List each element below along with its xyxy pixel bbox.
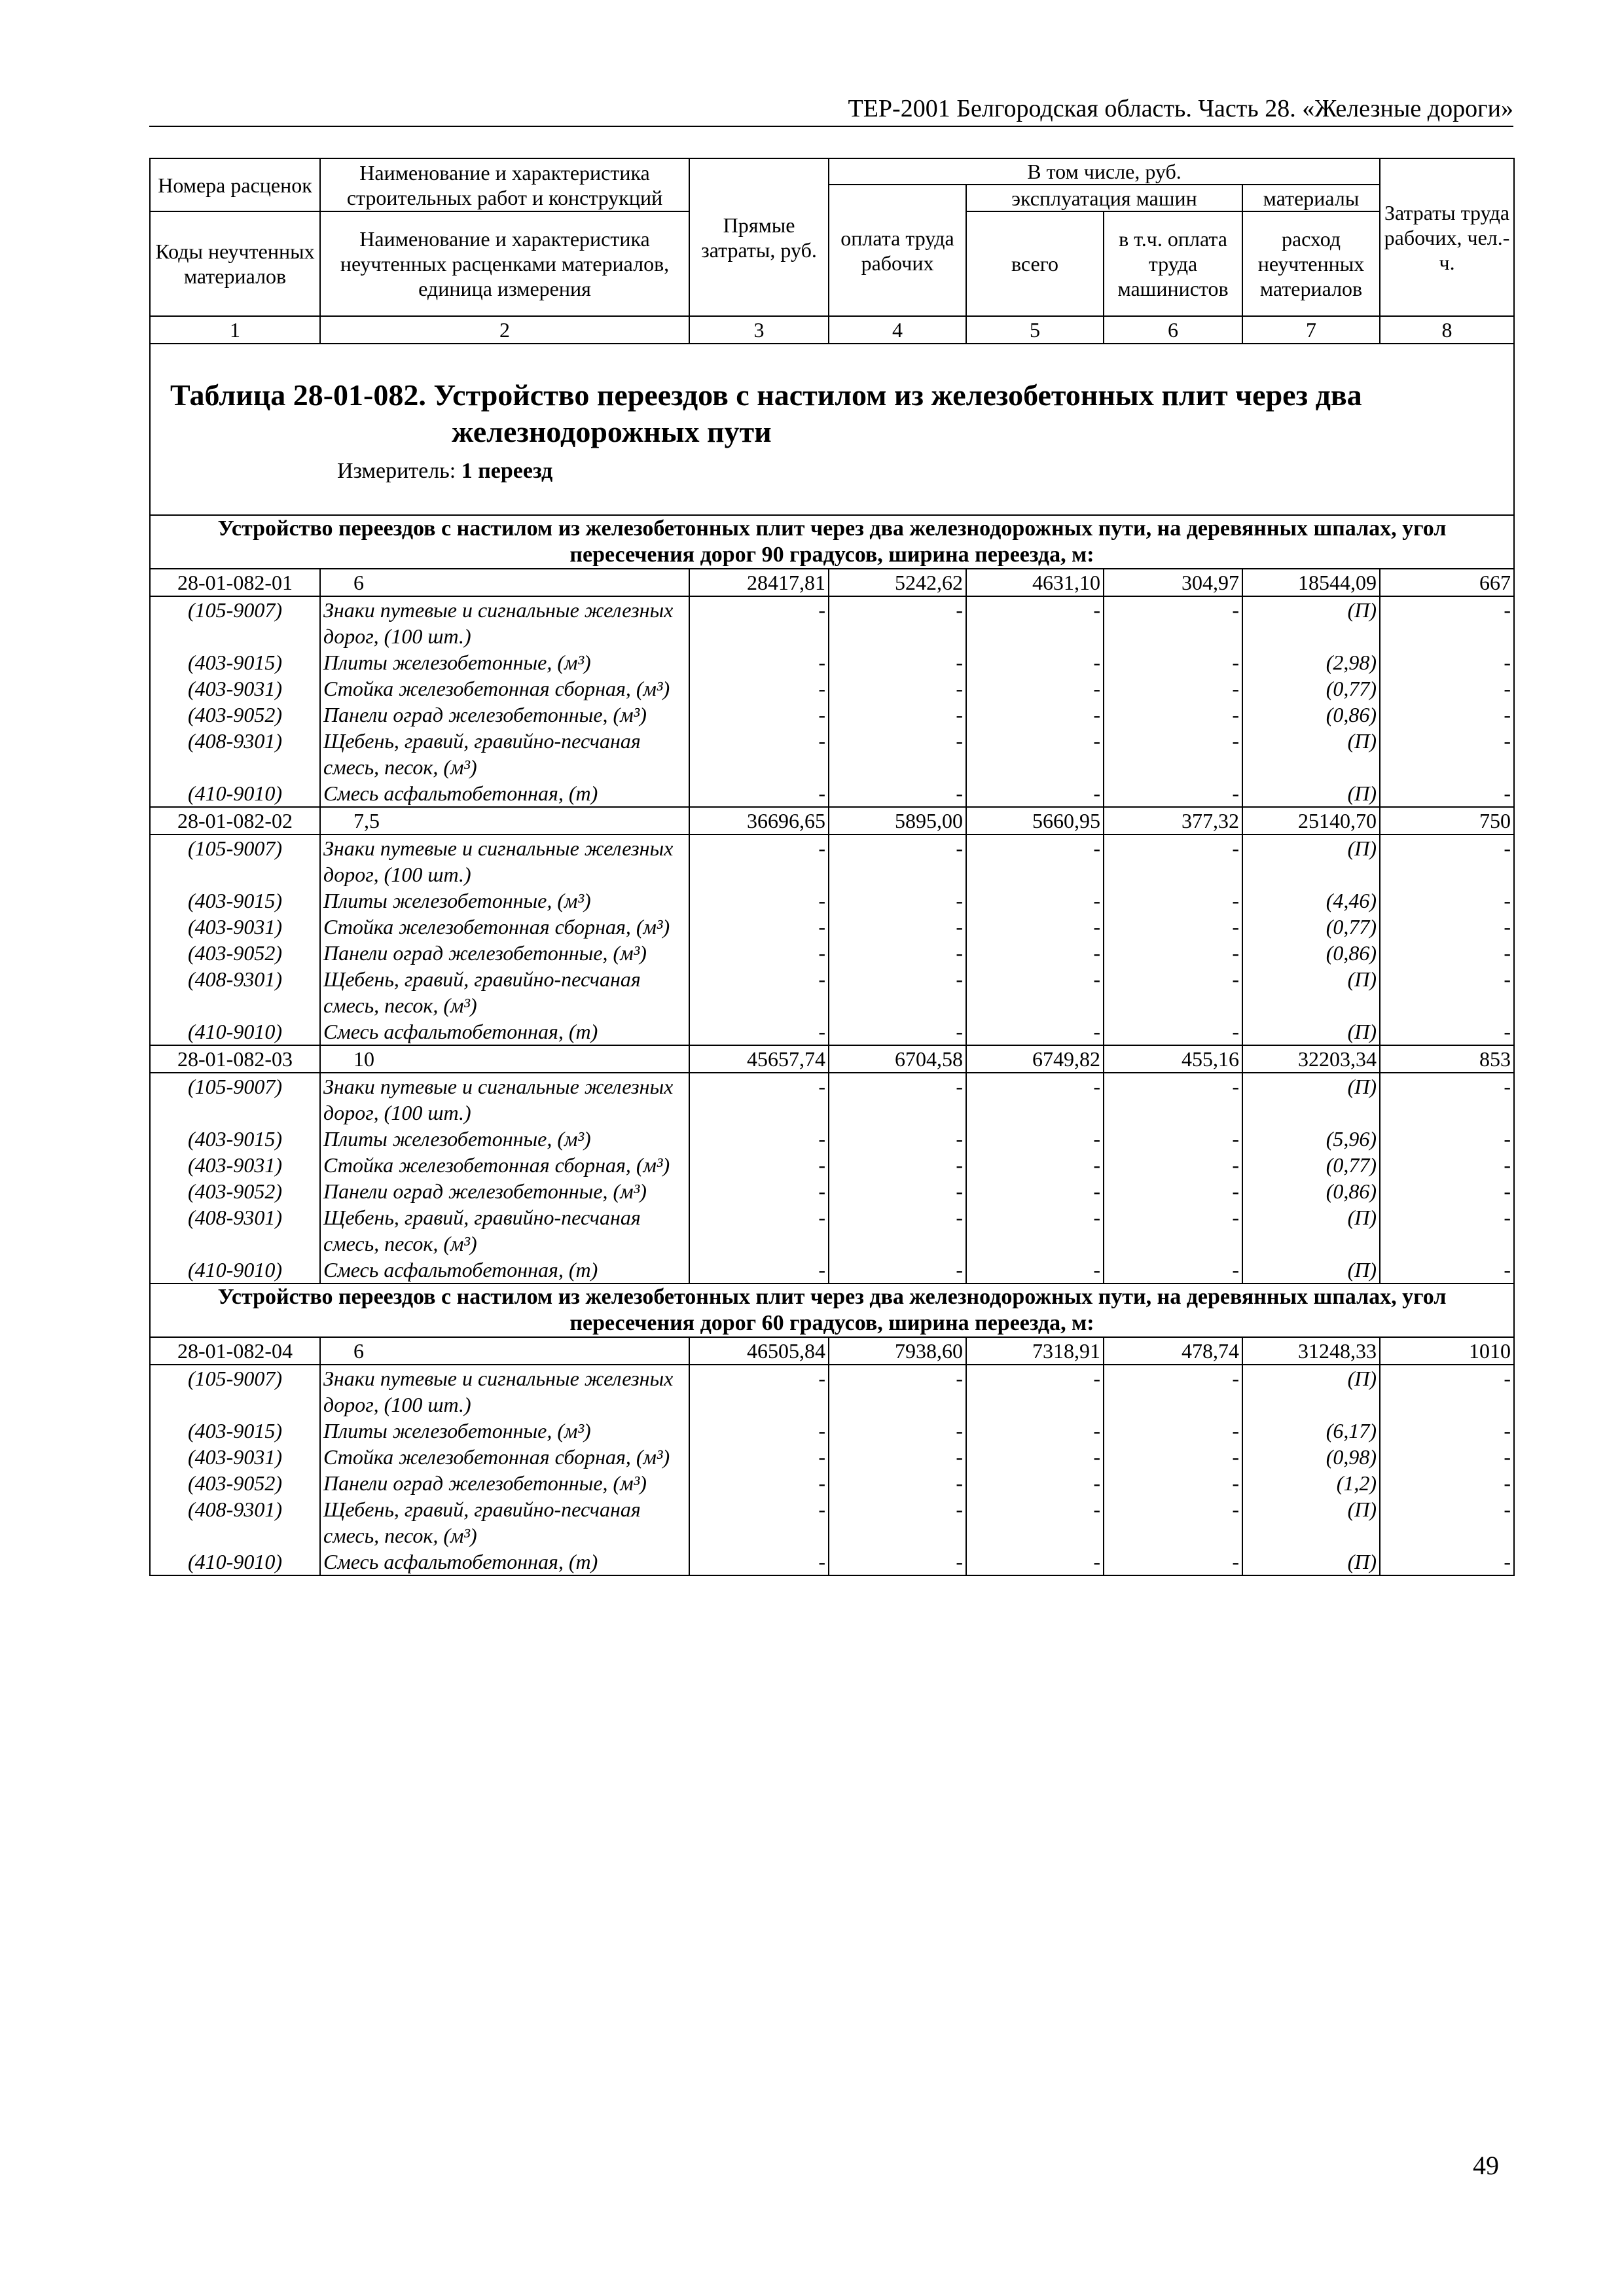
material-value: (П) bbox=[1242, 1496, 1380, 1549]
table-title: Таблица 28-01-082. Устройство переездов с настилом из железобетонных плит через два железнодорожных пути bbox=[170, 378, 1362, 448]
page-number: 49 bbox=[1473, 2151, 1499, 2180]
material-value: - bbox=[966, 675, 1104, 702]
material-code: (105-9007) bbox=[150, 596, 320, 649]
material-name: Стойка железобетонная сборная, (м³) bbox=[320, 675, 689, 702]
column-numbers-row bbox=[150, 316, 1514, 344]
material-value: - bbox=[829, 914, 966, 940]
material-value: - bbox=[966, 940, 1104, 966]
material-row bbox=[150, 1470, 1514, 1496]
col-material-consumption: расход неучтенных материалов bbox=[1242, 211, 1380, 316]
rate-value-hours: 853 bbox=[1380, 1045, 1514, 1073]
material-name: Стойка железобетонная сборная, (м³) bbox=[320, 1152, 689, 1178]
material-code: (403-9031) bbox=[150, 1152, 320, 1178]
col-num: 6 bbox=[1104, 316, 1242, 344]
material-value: - bbox=[689, 888, 829, 914]
material-value: - bbox=[829, 1204, 966, 1257]
material-value: - bbox=[829, 834, 966, 888]
col-num: 2 bbox=[320, 316, 689, 344]
material-value: - bbox=[1104, 1496, 1242, 1549]
material-name: Знаки путевые и сигнальные железных дорог, (100 шт.) bbox=[320, 1073, 689, 1126]
col-num: 1 bbox=[150, 316, 320, 344]
col-num: 8 bbox=[1380, 316, 1514, 344]
material-name: Смесь асфальтобетонная, (т) bbox=[320, 1257, 689, 1283]
rate-name: 10 bbox=[320, 1045, 689, 1073]
material-value: - bbox=[829, 1178, 966, 1204]
material-value: - bbox=[829, 780, 966, 807]
material-value: (П) bbox=[1242, 780, 1380, 807]
material-value: (П) bbox=[1242, 1257, 1380, 1283]
rate-value-hours: 1010 bbox=[1380, 1337, 1514, 1365]
material-value: - bbox=[689, 702, 829, 728]
material-value: - bbox=[966, 596, 1104, 649]
material-value: (0,77) bbox=[1242, 1152, 1380, 1178]
material-row bbox=[150, 728, 1514, 780]
material-value: - bbox=[1104, 1152, 1242, 1178]
material-code: (408-9301) bbox=[150, 1496, 320, 1549]
material-name: Плиты железобетонные, (м³) bbox=[320, 1418, 689, 1444]
material-row bbox=[150, 834, 1514, 888]
material-value: (4,46) bbox=[1242, 888, 1380, 914]
material-code: (408-9301) bbox=[150, 966, 320, 1018]
col-machines: эксплуатация машин bbox=[966, 185, 1242, 211]
col-num: 5 bbox=[966, 316, 1104, 344]
rate-value-mach-labor: 377,32 bbox=[1104, 807, 1242, 834]
material-code: (403-9052) bbox=[150, 1470, 320, 1496]
material-value: - bbox=[1380, 596, 1514, 649]
material-name: Щебень, гравий, гравийно-песчаная смесь, песок, (м³) bbox=[320, 1204, 689, 1257]
col-unaccounted-codes: Коды неучтенных материалов bbox=[150, 211, 320, 316]
material-value: - bbox=[829, 1418, 966, 1444]
material-name: Плиты железобетонные, (м³) bbox=[320, 1126, 689, 1152]
material-row bbox=[150, 1178, 1514, 1204]
rate-row bbox=[150, 1045, 1514, 1073]
material-row bbox=[150, 966, 1514, 1018]
material-code: (403-9031) bbox=[150, 675, 320, 702]
material-value: - bbox=[1104, 1365, 1242, 1418]
rate-row bbox=[150, 807, 1514, 834]
material-value: - bbox=[1380, 1073, 1514, 1126]
material-name: Знаки путевые и сигнальные железных дорог, (100 шт.) bbox=[320, 834, 689, 888]
material-code: (403-9015) bbox=[150, 888, 320, 914]
material-value: - bbox=[966, 728, 1104, 780]
material-value: - bbox=[689, 1496, 829, 1549]
material-value: - bbox=[1380, 1152, 1514, 1178]
rate-value-labor: 6704,58 bbox=[829, 1045, 966, 1073]
col-worker-pay: оплата труда рабочих bbox=[829, 185, 966, 316]
material-row bbox=[150, 1018, 1514, 1045]
material-value: - bbox=[689, 1418, 829, 1444]
material-value: - bbox=[966, 1204, 1104, 1257]
material-value: - bbox=[1380, 780, 1514, 807]
material-value: - bbox=[689, 1365, 829, 1418]
material-value: - bbox=[966, 914, 1104, 940]
material-row bbox=[150, 888, 1514, 914]
rate-value-materials: 25140,70 bbox=[1242, 807, 1380, 834]
rate-value-mach-labor: 478,74 bbox=[1104, 1337, 1242, 1365]
rate-value-mach: 4631,10 bbox=[966, 569, 1104, 596]
material-value: (0,77) bbox=[1242, 914, 1380, 940]
col-rate-numbers: Номера расценок bbox=[150, 158, 320, 211]
material-value: (П) bbox=[1242, 728, 1380, 780]
material-name: Плиты железобетонные, (м³) bbox=[320, 888, 689, 914]
material-value: - bbox=[966, 1496, 1104, 1549]
rate-code: 28-01-082-03 bbox=[150, 1045, 320, 1073]
material-value: (6,17) bbox=[1242, 1418, 1380, 1444]
material-value: - bbox=[829, 1126, 966, 1152]
col-num: 3 bbox=[689, 316, 829, 344]
material-value: - bbox=[829, 1257, 966, 1283]
material-row bbox=[150, 1365, 1514, 1418]
material-value: (П) bbox=[1242, 966, 1380, 1018]
material-value: - bbox=[1104, 914, 1242, 940]
material-code: (408-9301) bbox=[150, 1204, 320, 1257]
material-value: - bbox=[1380, 966, 1514, 1018]
material-value: - bbox=[1380, 1126, 1514, 1152]
material-name: Панели оград железобетонные, (м³) bbox=[320, 940, 689, 966]
rate-name: 6 bbox=[320, 1337, 689, 1365]
material-value: - bbox=[1104, 1073, 1242, 1126]
material-value: - bbox=[966, 1126, 1104, 1152]
material-value: - bbox=[829, 966, 966, 1018]
material-row bbox=[150, 780, 1514, 807]
rate-value-mach-labor: 304,97 bbox=[1104, 569, 1242, 596]
material-value: - bbox=[966, 1152, 1104, 1178]
rate-row bbox=[150, 569, 1514, 596]
material-value: - bbox=[689, 966, 829, 1018]
material-code: (403-9052) bbox=[150, 702, 320, 728]
material-value: - bbox=[966, 1418, 1104, 1444]
material-row bbox=[150, 649, 1514, 675]
rate-value-direct: 46505,84 bbox=[689, 1337, 829, 1365]
material-code: (410-9010) bbox=[150, 1549, 320, 1575]
material-code: (403-9015) bbox=[150, 1418, 320, 1444]
col-num: 4 bbox=[829, 316, 966, 344]
material-value: - bbox=[966, 702, 1104, 728]
material-row bbox=[150, 1418, 1514, 1444]
rate-code: 28-01-082-04 bbox=[150, 1337, 320, 1365]
material-value: (1,2) bbox=[1242, 1470, 1380, 1496]
material-name: Знаки путевые и сигнальные железных дорог, (100 шт.) bbox=[320, 1365, 689, 1418]
material-value: - bbox=[966, 1073, 1104, 1126]
material-value: - bbox=[689, 596, 829, 649]
material-value: (П) bbox=[1242, 1018, 1380, 1045]
material-value: - bbox=[1380, 1444, 1514, 1470]
material-value: (П) bbox=[1242, 1549, 1380, 1575]
material-value: (П) bbox=[1242, 834, 1380, 888]
material-row bbox=[150, 1073, 1514, 1126]
material-value: - bbox=[966, 834, 1104, 888]
material-value: - bbox=[1104, 1018, 1242, 1045]
material-value: - bbox=[689, 1178, 829, 1204]
material-value: - bbox=[1104, 1204, 1242, 1257]
material-value: - bbox=[1380, 888, 1514, 914]
material-value: - bbox=[1380, 1470, 1514, 1496]
rate-value-labor: 5895,00 bbox=[829, 807, 966, 834]
material-value: - bbox=[689, 1444, 829, 1470]
material-name: Стойка железобетонная сборная, (м³) bbox=[320, 914, 689, 940]
col-unaccounted-names: Наименование и характеристика неучтенных расценками материалов, единица измерения bbox=[320, 211, 689, 316]
material-name: Смесь асфальтобетонная, (т) bbox=[320, 1549, 689, 1575]
material-value: - bbox=[1380, 914, 1514, 940]
col-machinist-pay: в т.ч. оплата труда машинистов bbox=[1104, 211, 1242, 316]
material-value: - bbox=[1104, 940, 1242, 966]
material-value: - bbox=[1380, 1204, 1514, 1257]
table-title-row bbox=[150, 344, 1514, 515]
rates-table bbox=[149, 158, 1515, 1576]
material-value: - bbox=[689, 1018, 829, 1045]
material-value: - bbox=[689, 1257, 829, 1283]
material-value: - bbox=[1380, 1257, 1514, 1283]
material-value: - bbox=[1104, 596, 1242, 649]
rate-value-labor: 5242,62 bbox=[829, 569, 966, 596]
rate-value-mach-labor: 455,16 bbox=[1104, 1045, 1242, 1073]
section-heading: Устройство переездов с настилом из железобетонных плит через два железнодорожных пути, на деревянных шпалах, угол пересечения дорог 90 градусов, ширина переезда, м: bbox=[150, 515, 1514, 569]
material-value: - bbox=[1104, 1418, 1242, 1444]
rate-code: 28-01-082-01 bbox=[150, 569, 320, 596]
rate-value-hours: 667 bbox=[1380, 569, 1514, 596]
section-heading-row bbox=[150, 1283, 1514, 1337]
material-value: - bbox=[829, 1152, 966, 1178]
material-name: Знаки путевые и сигнальные железных дорог, (100 шт.) bbox=[320, 596, 689, 649]
material-value: (П) bbox=[1242, 1365, 1380, 1418]
rate-value-materials: 32203,34 bbox=[1242, 1045, 1380, 1073]
rate-value-materials: 31248,33 bbox=[1242, 1337, 1380, 1365]
material-code: (403-9031) bbox=[150, 1444, 320, 1470]
material-value: - bbox=[966, 1470, 1104, 1496]
material-value: - bbox=[966, 649, 1104, 675]
material-name: Плиты железобетонные, (м³) bbox=[320, 649, 689, 675]
rate-value-labor: 7938,60 bbox=[829, 1337, 966, 1365]
material-value: - bbox=[1104, 728, 1242, 780]
material-value: - bbox=[966, 966, 1104, 1018]
material-value: - bbox=[1380, 728, 1514, 780]
rate-value-direct: 36696,65 bbox=[689, 807, 829, 834]
material-value: - bbox=[689, 649, 829, 675]
material-value: - bbox=[1104, 702, 1242, 728]
material-code: (403-9015) bbox=[150, 649, 320, 675]
material-value: (П) bbox=[1242, 1073, 1380, 1126]
rate-value-materials: 18544,09 bbox=[1242, 569, 1380, 596]
rate-value-direct: 45657,74 bbox=[689, 1045, 829, 1073]
material-value: - bbox=[966, 888, 1104, 914]
material-value: - bbox=[689, 780, 829, 807]
material-code: (403-9052) bbox=[150, 940, 320, 966]
material-value: - bbox=[829, 1365, 966, 1418]
material-value: - bbox=[1104, 1178, 1242, 1204]
material-value: - bbox=[1104, 1549, 1242, 1575]
col-work-name: Наименование и характеристика строительных работ и конструкций bbox=[320, 158, 689, 211]
material-value: - bbox=[1104, 1257, 1242, 1283]
material-value: - bbox=[966, 1018, 1104, 1045]
material-value: - bbox=[1380, 1365, 1514, 1418]
material-value: - bbox=[829, 1018, 966, 1045]
material-value: (0,77) bbox=[1242, 675, 1380, 702]
material-row bbox=[150, 1126, 1514, 1152]
material-value: (П) bbox=[1242, 596, 1380, 649]
material-row bbox=[150, 1444, 1514, 1470]
material-code: (410-9010) bbox=[150, 1257, 320, 1283]
material-value: - bbox=[1380, 675, 1514, 702]
material-value: - bbox=[1104, 780, 1242, 807]
material-row bbox=[150, 940, 1514, 966]
material-value: (2,98) bbox=[1242, 649, 1380, 675]
material-row bbox=[150, 675, 1514, 702]
material-code: (403-9052) bbox=[150, 1178, 320, 1204]
material-value: - bbox=[689, 1470, 829, 1496]
material-name: Панели оград железобетонные, (м³) bbox=[320, 1470, 689, 1496]
material-name: Щебень, гравий, гравийно-песчаная смесь, песок, (м³) bbox=[320, 728, 689, 780]
col-materials: материалы bbox=[1242, 185, 1380, 211]
table-head bbox=[150, 158, 1514, 344]
material-row bbox=[150, 1496, 1514, 1549]
col-num: 7 bbox=[1242, 316, 1380, 344]
rate-name: 7,5 bbox=[320, 807, 689, 834]
material-value: - bbox=[1104, 1126, 1242, 1152]
material-value: - bbox=[689, 940, 829, 966]
material-value: - bbox=[966, 1444, 1104, 1470]
material-value: - bbox=[829, 1444, 966, 1470]
material-value: - bbox=[1104, 649, 1242, 675]
material-value: - bbox=[829, 702, 966, 728]
material-value: - bbox=[829, 888, 966, 914]
material-value: - bbox=[689, 1549, 829, 1575]
material-value: - bbox=[689, 1204, 829, 1257]
material-value: (0,86) bbox=[1242, 702, 1380, 728]
material-name: Смесь асфальтобетонная, (т) bbox=[320, 1018, 689, 1045]
material-value: - bbox=[1104, 834, 1242, 888]
material-value: - bbox=[1104, 675, 1242, 702]
material-value: - bbox=[1380, 1418, 1514, 1444]
rate-name: 6 bbox=[320, 569, 689, 596]
material-value: - bbox=[829, 675, 966, 702]
material-code: (403-9031) bbox=[150, 914, 320, 940]
material-value: - bbox=[1380, 834, 1514, 888]
rate-value-mach: 5660,95 bbox=[966, 807, 1104, 834]
material-name: Стойка железобетонная сборная, (м³) bbox=[320, 1444, 689, 1470]
material-code: (408-9301) bbox=[150, 728, 320, 780]
material-value: - bbox=[689, 1073, 829, 1126]
material-value: - bbox=[689, 675, 829, 702]
material-value: (П) bbox=[1242, 1204, 1380, 1257]
material-value: - bbox=[966, 1365, 1104, 1418]
material-row bbox=[150, 1549, 1514, 1575]
material-row bbox=[150, 1152, 1514, 1178]
material-value: - bbox=[689, 834, 829, 888]
material-row bbox=[150, 596, 1514, 649]
material-row bbox=[150, 1204, 1514, 1257]
material-value: (0,86) bbox=[1242, 940, 1380, 966]
material-value: - bbox=[829, 1470, 966, 1496]
material-name: Щебень, гравий, гравийно-песчаная смесь, песок, (м³) bbox=[320, 966, 689, 1018]
measure-unit: Измеритель: 1 переезд bbox=[337, 459, 553, 483]
material-value: - bbox=[689, 914, 829, 940]
col-labor-hours: Затраты труда рабочих, чел.-ч. bbox=[1380, 158, 1514, 316]
material-value: - bbox=[1104, 1444, 1242, 1470]
material-value: - bbox=[1380, 940, 1514, 966]
material-value: - bbox=[1104, 1470, 1242, 1496]
material-code: (410-9010) bbox=[150, 1018, 320, 1045]
material-code: (105-9007) bbox=[150, 1365, 320, 1418]
rate-value-mach: 7318,91 bbox=[966, 1337, 1104, 1365]
material-value: - bbox=[829, 728, 966, 780]
section-heading: Устройство переездов с настилом из железобетонных плит через два железнодорожных пути, на деревянных шпалах, угол пересечения дорог 60 градусов, ширина переезда, м: bbox=[150, 1283, 1514, 1337]
material-value: - bbox=[829, 1073, 966, 1126]
material-name: Панели оград железобетонные, (м³) bbox=[320, 1178, 689, 1204]
material-value: - bbox=[966, 1257, 1104, 1283]
material-code: (105-9007) bbox=[150, 834, 320, 888]
material-value: - bbox=[1380, 1018, 1514, 1045]
material-value: - bbox=[1104, 966, 1242, 1018]
material-value: - bbox=[1380, 702, 1514, 728]
col-machines-total: всего bbox=[966, 211, 1104, 316]
col-including: В том числе, руб. bbox=[829, 158, 1380, 185]
material-value: - bbox=[1380, 649, 1514, 675]
rate-value-mach: 6749,82 bbox=[966, 1045, 1104, 1073]
rate-value-hours: 750 bbox=[1380, 807, 1514, 834]
material-name: Панели оград железобетонные, (м³) bbox=[320, 702, 689, 728]
material-code: (105-9007) bbox=[150, 1073, 320, 1126]
material-row bbox=[150, 702, 1514, 728]
material-row bbox=[150, 914, 1514, 940]
material-code: (410-9010) bbox=[150, 780, 320, 807]
material-value: (0,86) bbox=[1242, 1178, 1380, 1204]
material-value: - bbox=[829, 1496, 966, 1549]
material-name: Смесь асфальтобетонная, (т) bbox=[320, 780, 689, 807]
rate-row bbox=[150, 1337, 1514, 1365]
material-value: - bbox=[829, 649, 966, 675]
material-value: - bbox=[966, 1549, 1104, 1575]
material-value: (5,96) bbox=[1242, 1126, 1380, 1152]
material-value: - bbox=[689, 1126, 829, 1152]
material-code: (403-9015) bbox=[150, 1126, 320, 1152]
material-value: - bbox=[1380, 1496, 1514, 1549]
material-value: - bbox=[829, 596, 966, 649]
material-value: - bbox=[1380, 1549, 1514, 1575]
material-value: - bbox=[966, 780, 1104, 807]
running-header: ТЕР-2001 Белгородская область. Часть 28. «Железные дороги» bbox=[149, 93, 1513, 127]
section-heading-row bbox=[150, 515, 1514, 569]
material-value: - bbox=[1104, 888, 1242, 914]
rate-code: 28-01-082-02 bbox=[150, 807, 320, 834]
material-row bbox=[150, 1257, 1514, 1283]
rate-value-direct: 28417,81 bbox=[689, 569, 829, 596]
material-value: - bbox=[829, 940, 966, 966]
material-name: Щебень, гравий, гравийно-песчаная смесь, песок, (м³) bbox=[320, 1496, 689, 1549]
material-value: - bbox=[689, 728, 829, 780]
material-value: (0,98) bbox=[1242, 1444, 1380, 1470]
col-direct-costs: Прямые затраты, руб. bbox=[689, 158, 829, 316]
material-value: - bbox=[1380, 1178, 1514, 1204]
material-value: - bbox=[689, 1152, 829, 1178]
material-value: - bbox=[966, 1178, 1104, 1204]
material-value: - bbox=[829, 1549, 966, 1575]
